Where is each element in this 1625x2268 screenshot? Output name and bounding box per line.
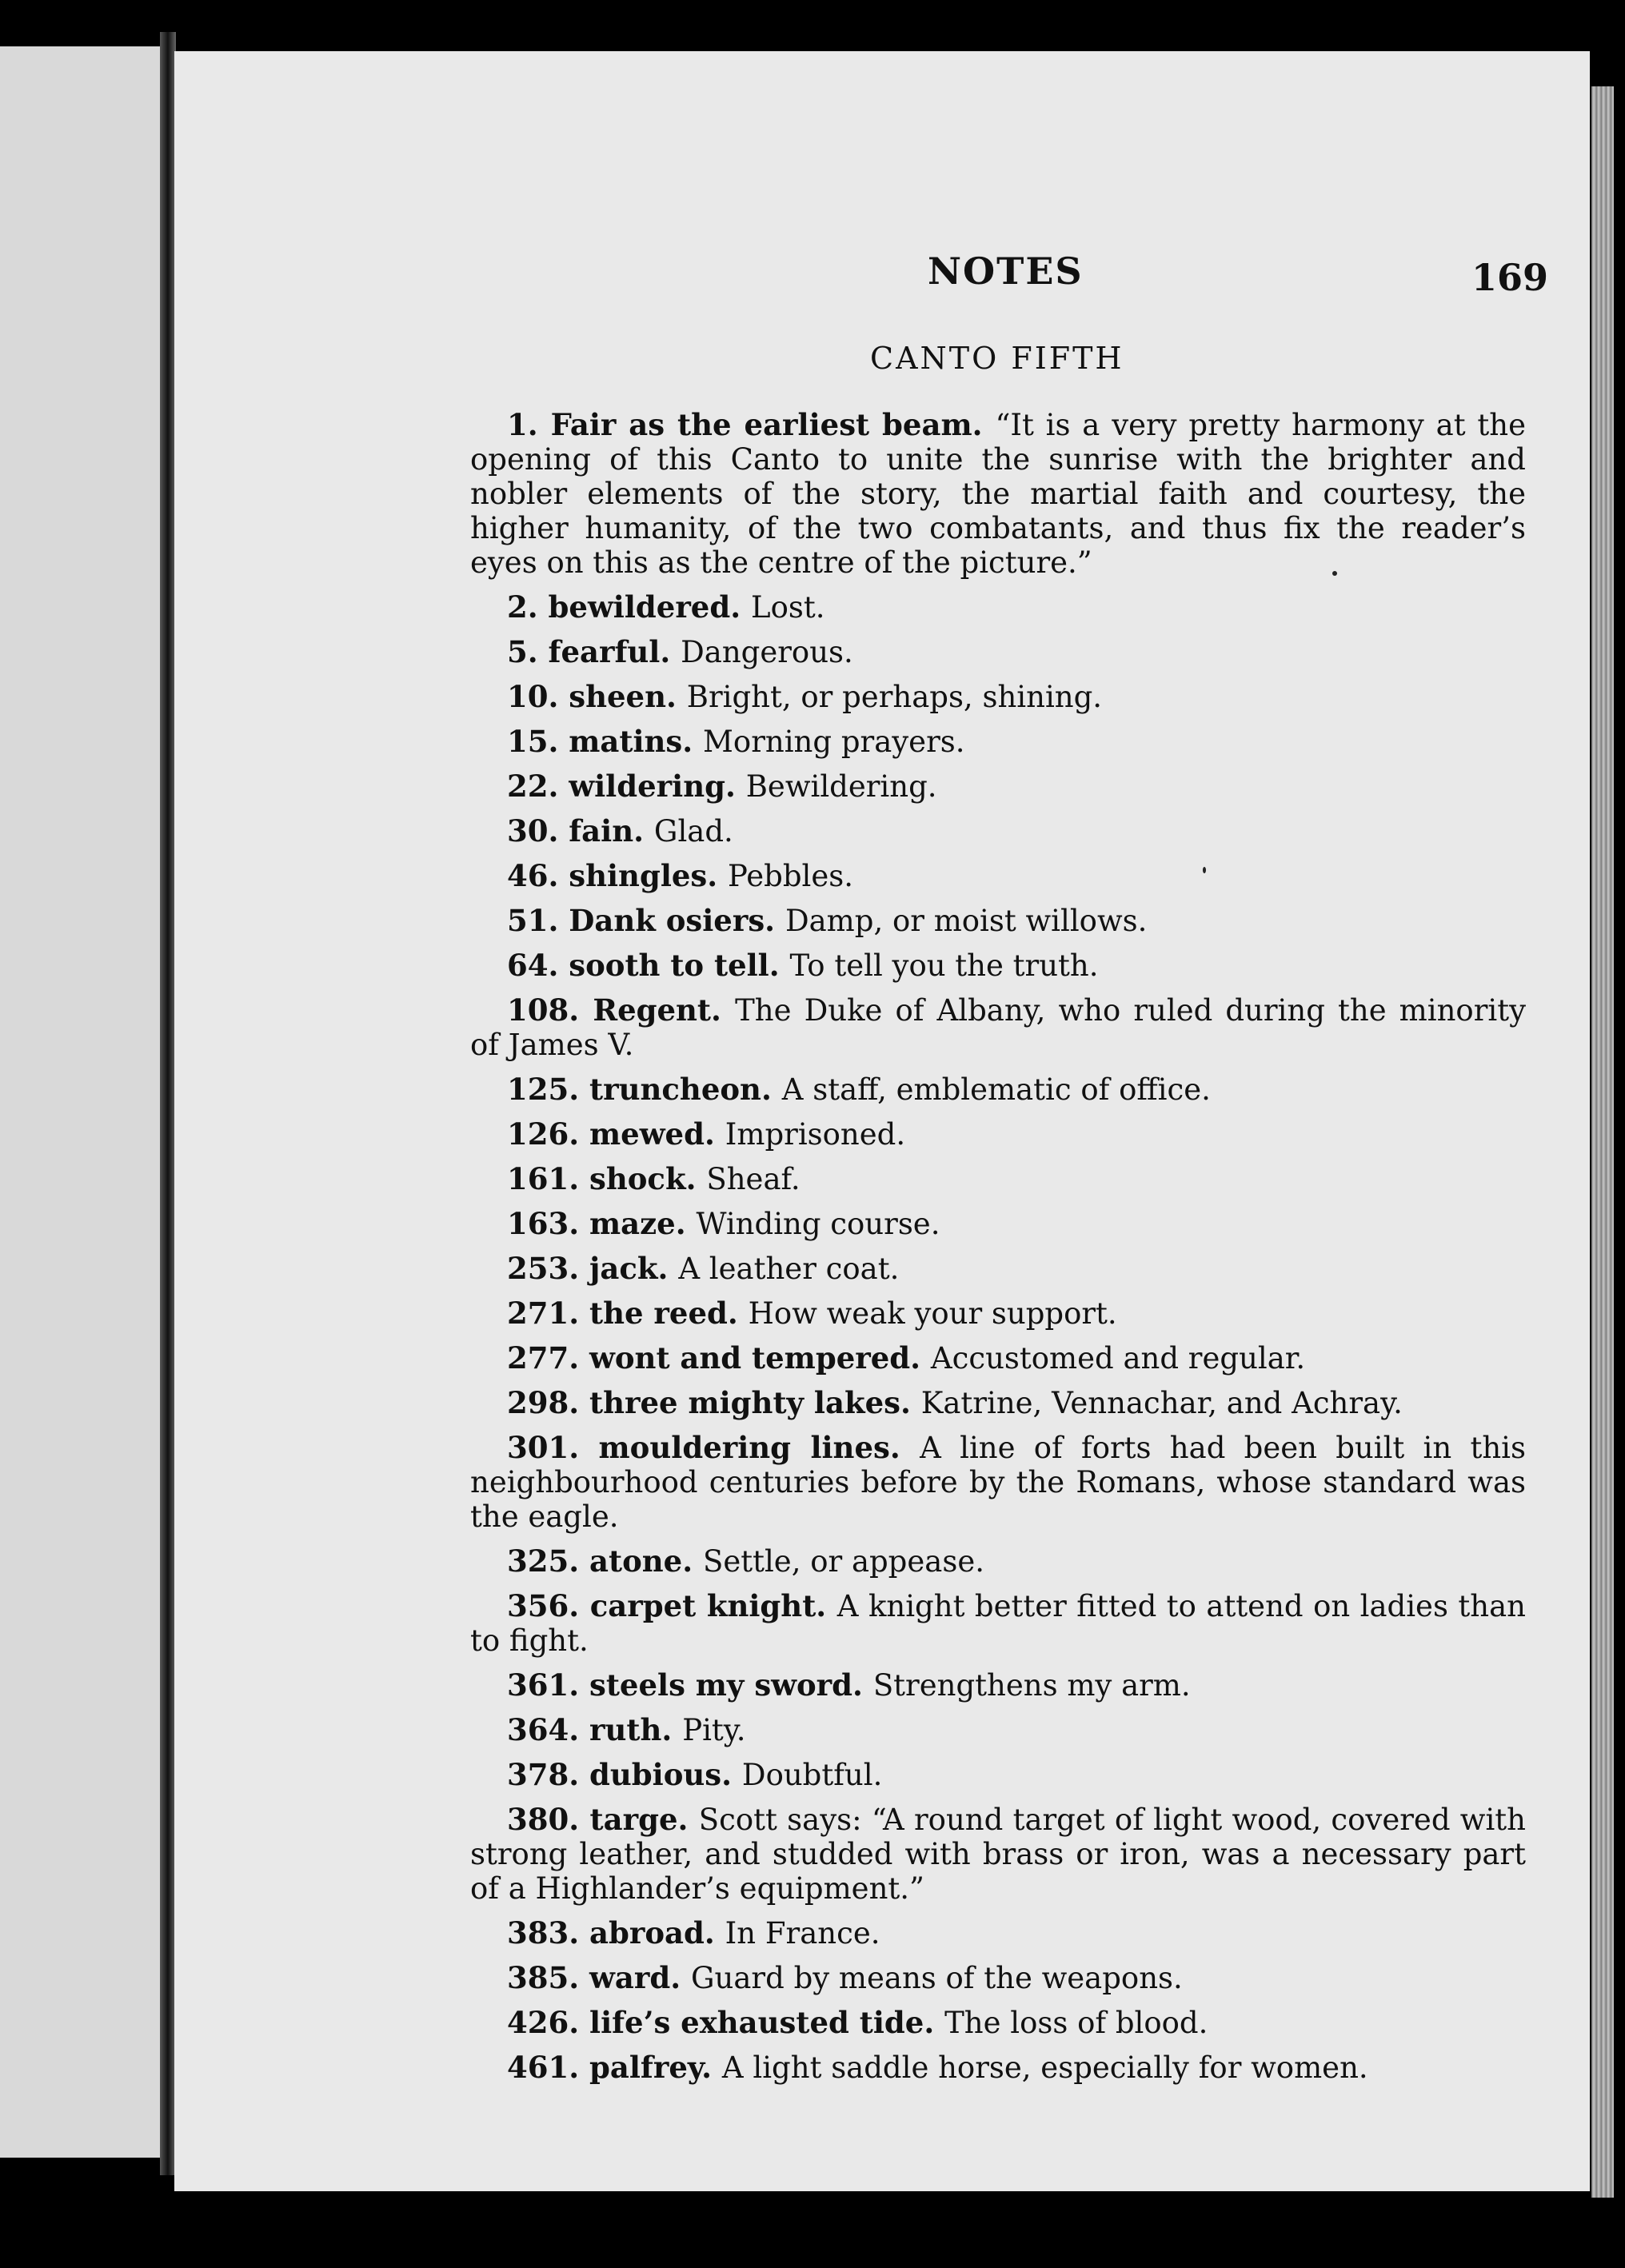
note-line-number: 378.: [507, 1757, 580, 1792]
note-entry: [470, 1916, 1526, 1951]
note-term: Dank osiers.: [569, 903, 776, 938]
note-term: atone.: [589, 1543, 693, 1579]
note-line-number: 301.: [507, 1430, 580, 1465]
note-entry: [470, 725, 1526, 759]
note-entry: [470, 590, 1526, 625]
print-speck: [1203, 867, 1206, 873]
note-definition: In France.: [725, 1916, 880, 1951]
note-entry: [470, 1431, 1526, 1534]
note-entry: [470, 1713, 1526, 1747]
note-definition: The Duke of Albany, who ruled during the minority of James V.: [470, 993, 1526, 1062]
note-definition: Guard by means of the weapons.: [690, 1961, 1183, 1995]
note-entry: [470, 948, 1526, 983]
note-entry: [470, 1117, 1526, 1152]
book-page: [174, 51, 1590, 2191]
note-line-number: 361.: [507, 1667, 580, 1703]
note-definition: Bright, or perhaps, shining.: [686, 680, 1103, 714]
note-definition: A staff, emblematic of office.: [781, 1072, 1211, 1107]
note-entry: [470, 769, 1526, 804]
note-definition: A leather coat.: [678, 1252, 900, 1286]
note-definition: To tell you the truth.: [789, 948, 1099, 983]
section-title: CANTO FIFTH: [870, 341, 1124, 376]
note-line-number: 253.: [507, 1251, 580, 1286]
note-entry: [470, 1961, 1526, 1995]
note-term: Fair as the earliest beam.: [550, 407, 983, 442]
note-line-number: 10.: [507, 679, 559, 714]
note-definition: The loss of blood.: [944, 2006, 1208, 2040]
note-definition: Bewildering.: [745, 769, 937, 804]
note-term: ward.: [589, 1960, 681, 1995]
note-line-number: 5.: [507, 634, 538, 669]
note-line-number: 161.: [507, 1161, 580, 1196]
note-entry: [470, 1207, 1526, 1241]
note-entry: [470, 1758, 1526, 1792]
page-number: 169: [1471, 256, 1549, 299]
note-entry: [470, 1162, 1526, 1196]
note-term: the reed.: [589, 1296, 738, 1331]
note-entry: [470, 680, 1526, 714]
note-line-number: 385.: [507, 1960, 580, 1995]
note-line-number: 2.: [507, 589, 538, 625]
note-term: dubious.: [589, 1757, 733, 1792]
note-term: mouldering lines.: [598, 1430, 900, 1465]
note-line-number: 356.: [507, 1588, 580, 1623]
page-stack-edge: [1591, 86, 1614, 2198]
note-line-number: 325.: [507, 1543, 580, 1579]
note-entry: [470, 1803, 1526, 1906]
note-term: targe.: [589, 1802, 689, 1837]
note-line-number: 426.: [507, 2005, 580, 2040]
note-term: three mighty lakes.: [589, 1385, 911, 1420]
note-definition: Imprisoned.: [725, 1117, 906, 1152]
note-term: life’s exhausted tide.: [589, 2005, 935, 2040]
note-term: wont and tempered.: [589, 1340, 921, 1376]
note-term: matins.: [569, 724, 693, 759]
running-head: [174, 250, 1590, 297]
note-line-number: 461.: [507, 2050, 580, 2085]
note-term: palfrey.: [589, 2050, 713, 2085]
note-entry: [470, 904, 1526, 938]
note-term: ruth.: [589, 1712, 673, 1747]
note-term: shingles.: [569, 858, 718, 893]
running-head-title: NOTES: [928, 250, 1084, 293]
note-term: fearful.: [548, 634, 671, 669]
note-entry: [470, 2050, 1526, 2085]
note-definition: A light saddle horse, especially for women.: [721, 2050, 1368, 2085]
note-line-number: 125.: [507, 1072, 580, 1107]
note-line-number: 364.: [507, 1712, 580, 1747]
note-entry: [470, 635, 1526, 669]
note-term: bewildered.: [548, 589, 741, 625]
note-line-number: 30.: [507, 813, 559, 849]
note-entry: [470, 408, 1526, 580]
note-entry: [470, 1589, 1526, 1658]
print-speck: [1332, 571, 1337, 576]
note-entry: [470, 814, 1526, 849]
note-term: carpet knight.: [589, 1588, 827, 1623]
note-definition: A line of forts had been built in this neighbourhood centuries before by the Romans, whose standard was the eagle.: [470, 1431, 1527, 1534]
note-definition: Dangerous.: [681, 635, 853, 669]
note-definition: Pebbles.: [728, 859, 854, 893]
note-entry: [470, 2006, 1526, 2040]
note-line-number: 1.: [507, 407, 538, 442]
note-definition: Lost.: [751, 590, 825, 625]
note-definition: Sheaf.: [706, 1162, 801, 1196]
note-line-number: 380.: [507, 1802, 580, 1837]
note-definition: Scott says: “A round target of light wood, covered with strong leather, and studded with brass or iron, was a necessary part of a Highlander’s equipment.”: [470, 1803, 1526, 1906]
note-definition: Glad.: [653, 814, 733, 849]
note-term: sooth to tell.: [569, 948, 780, 983]
note-line-number: 108.: [507, 992, 580, 1028]
book-gutter: [160, 32, 176, 2175]
note-definition: A knight better fitted to attend on ladies than to fight.: [470, 1589, 1527, 1658]
note-entry: [470, 1296, 1526, 1331]
note-definition: “It is a very pretty harmony at the opening of this Canto to unite the sunrise with the brighter and nobler elements of the story, the martial faith and courtesy, the higher humanity, of the two combatants, and thus fix the reader’s eyes on this as the centre of the picture.”: [470, 408, 1526, 580]
note-term: sheen.: [569, 679, 677, 714]
note-line-number: 64.: [507, 948, 559, 983]
note-term: truncheon.: [589, 1072, 772, 1107]
note-line-number: 51.: [507, 903, 559, 938]
note-line-number: 298.: [507, 1385, 580, 1420]
note-line-number: 277.: [507, 1340, 580, 1376]
note-definition: Winding course.: [696, 1207, 940, 1241]
note-entry: [470, 1544, 1526, 1579]
note-term: abroad.: [589, 1915, 715, 1951]
note-definition: Damp, or moist willows.: [785, 904, 1148, 938]
note-line-number: 15.: [507, 724, 559, 759]
note-entry: [470, 993, 1526, 1062]
note-line-number: 126.: [507, 1116, 580, 1152]
note-entry: [470, 1341, 1526, 1376]
note-term: wildering.: [569, 769, 736, 804]
note-term: fain.: [569, 813, 644, 849]
note-definition: Strengthens my arm.: [872, 1668, 1191, 1703]
note-term: Regent.: [593, 992, 721, 1028]
note-entry: [470, 1252, 1526, 1286]
note-definition: Accustomed and regular.: [930, 1341, 1306, 1376]
note-line-number: 163.: [507, 1206, 580, 1241]
note-definition: Doubtful.: [741, 1758, 883, 1792]
note-term: shock.: [589, 1161, 697, 1196]
note-entry: [470, 1668, 1526, 1703]
note-definition: Settle, or appease.: [702, 1544, 984, 1579]
note-definition: Katrine, Vennachar, and Achray.: [920, 1386, 1403, 1420]
note-definition: Morning prayers.: [703, 725, 965, 759]
note-term: maze.: [589, 1206, 686, 1241]
note-definition: Pity.: [682, 1713, 746, 1747]
note-entry: [470, 859, 1526, 893]
note-definition: How weak your support.: [748, 1296, 1117, 1331]
note-entry: [470, 1072, 1526, 1107]
facing-page-edge: [0, 46, 170, 2158]
note-term: jack.: [589, 1251, 669, 1286]
notes-list: [470, 408, 1526, 2095]
note-line-number: 46.: [507, 858, 559, 893]
note-entry: [470, 1386, 1526, 1420]
note-line-number: 383.: [507, 1915, 580, 1951]
note-term: mewed.: [589, 1116, 715, 1152]
note-line-number: 22.: [507, 769, 559, 804]
note-line-number: 271.: [507, 1296, 580, 1331]
note-term: steels my sword.: [589, 1667, 863, 1703]
